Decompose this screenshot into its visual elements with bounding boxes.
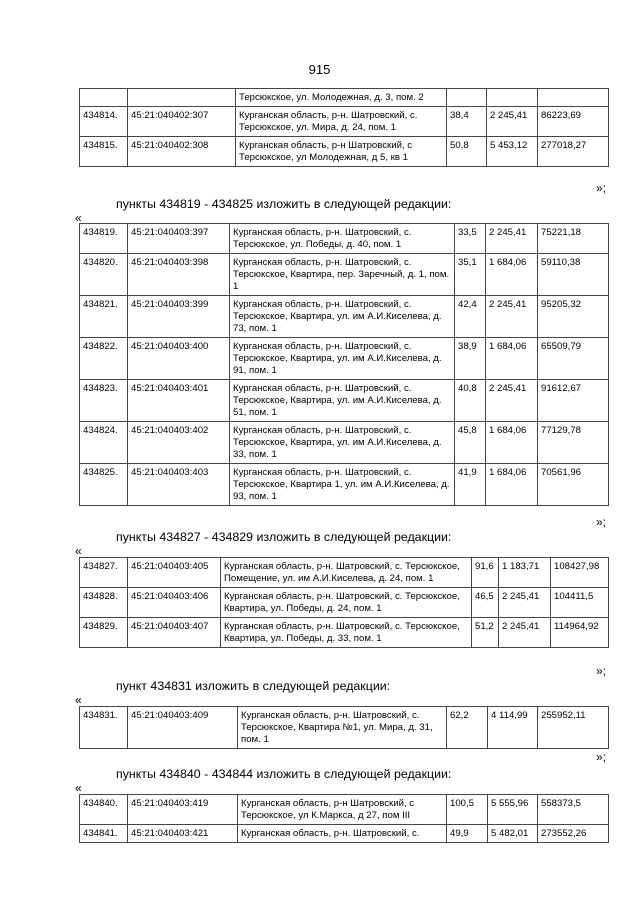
address-cell: Курганская область, р-н. Шатровский, с. Терсюкское, Квартира 1, ул. им А.И.Киселева, д. 93, пом. 1: [230, 464, 455, 506]
cadastral-number-cell: 45:21:040403:406: [128, 588, 221, 618]
cadastral-number-cell: 45:21:040403:409: [128, 707, 238, 749]
address-cell: Курганская область, р-н. Шатровский, с. Терсюкское, Квартира, ул. им А.И.Киселева, д. 33, пом. 1: [230, 422, 455, 464]
unit-price-cell: 1 183,71: [499, 558, 551, 588]
table-row: [80, 588, 609, 618]
cadastral-value-cell: 91612,67: [538, 380, 609, 422]
area-cell: 38,9: [455, 338, 486, 380]
address-cell: Курганская область, р-н. Шатровский, с. Терсюкское, Квартира, пер. Заречный, д. 1, пом. 1: [230, 254, 455, 296]
cadastral-value-cell: 75221,18: [538, 224, 609, 254]
address-cell: Курганская область, р-н. Шатровский, с.: [238, 825, 447, 843]
unit-price-cell: 2 245,41: [486, 380, 538, 422]
table-row: [80, 464, 609, 506]
registry-table: [79, 223, 609, 506]
section-heading: пункт 434831 изложить в следующей редакции:: [116, 679, 391, 693]
unit-price-cell: 2 245,41: [486, 224, 538, 254]
table-body: [80, 707, 609, 749]
table-row: [80, 707, 609, 749]
cadastral-number-cell: 45:21:040403:402: [128, 422, 230, 464]
area-cell: 41,9: [455, 464, 486, 506]
registry-table: [79, 706, 609, 749]
unit-price-cell: [487, 89, 538, 107]
unit-price-cell: 4 114,99: [488, 707, 538, 749]
cadastral-number-cell: [128, 89, 236, 107]
cadastral-value-cell: 558373,5: [538, 795, 609, 825]
cadastral-value-cell: 70561,96: [538, 464, 609, 506]
table-row: [80, 825, 609, 843]
address-cell: Курганская область, р-н. Шатровский, с. Терсюкское, Квартира, ул. Победы, д. 33, пом. 1: [221, 618, 472, 648]
table-body: [80, 795, 609, 843]
row-number-cell: 434841.: [80, 825, 128, 843]
cadastral-number-cell: 45:21:040403:400: [128, 338, 230, 380]
cadastral-number-cell: 45:21:040403:399: [128, 296, 230, 338]
cadastral-number-cell: 45:21:040402:307: [128, 107, 236, 137]
cadastral-value-cell: 255952,11: [538, 707, 609, 749]
row-number-cell: 434827.: [80, 558, 128, 588]
row-number-cell: 434819.: [80, 224, 128, 254]
cadastral-value-cell: 114964,92: [551, 618, 609, 648]
address-cell: Курганская область, р-н. Шатровский, с. Терсюкское, Помещение, ул. им А.И.Киселева, д. 24, пом. 1: [221, 558, 472, 588]
unit-price-cell: 1 684,06: [486, 464, 538, 506]
address-cell: Курганская область, р-н Шатровский, с Терсюкское, ул К.Маркса, д 27, пом III: [238, 795, 447, 825]
section-heading: пункты 434819 - 434825 изложить в следующей редакции:: [116, 197, 452, 211]
address-cell: Терсюкское, ул. Молодежная, д. 3, пом. 2: [236, 89, 447, 107]
unit-price-cell: 1 684,06: [486, 338, 538, 380]
opening-quote: «: [75, 211, 82, 225]
row-number-cell: 434825.: [80, 464, 128, 506]
area-cell: 46,5: [472, 588, 499, 618]
row-number-cell: 434822.: [80, 338, 128, 380]
address-cell: Курганская область, р-н. Шатровский, с. Терсюкское, Квартира, ул. Победы, д. 24, пом. 1: [221, 588, 472, 618]
cadastral-value-cell: 273552,26: [538, 825, 609, 843]
cadastral-number-cell: 45:21:040403:398: [128, 254, 230, 296]
row-number-cell: 434829.: [80, 618, 128, 648]
closing-quote: »;: [596, 515, 607, 529]
row-number-cell: 434831.: [80, 707, 128, 749]
cadastral-value-cell: 77129,78: [538, 422, 609, 464]
unit-price-cell: 2 245,41: [486, 296, 538, 338]
address-cell: Курганская область, р-н. Шатровский, с. Терсюкское, ул. Мира, д. 24, пом. 1: [236, 107, 447, 137]
registry-table: [79, 557, 609, 648]
table-row: [80, 795, 609, 825]
row-number-cell: [80, 89, 128, 107]
table-row: [80, 380, 609, 422]
table-body: [80, 224, 609, 506]
cadastral-value-cell: 104411,5: [551, 588, 609, 618]
area-cell: 42,4: [455, 296, 486, 338]
unit-price-cell: 1 684,06: [486, 254, 538, 296]
cadastral-number-cell: 45:21:040403:421: [128, 825, 238, 843]
page-number: 915: [308, 62, 331, 77]
address-cell: Курганская область, р-н. Шатровский, с. Терсюкское, ул. Победы, д. 40, пом. 1: [230, 224, 455, 254]
unit-price-cell: 5 453,12: [487, 137, 538, 167]
registry-table: [79, 794, 609, 843]
row-number-cell: 434814.: [80, 107, 128, 137]
table-body: [80, 558, 609, 648]
cadastral-number-cell: 45:21:040402:308: [128, 137, 236, 167]
area-cell: 45,8: [455, 422, 486, 464]
table-body: [80, 89, 609, 167]
address-cell: Курганская область, р-н Шатровский, с Терсюкское, ул Молодежная, д 5, кв 1: [236, 137, 447, 167]
unit-price-cell: 1 684,06: [486, 422, 538, 464]
closing-quote: »;: [596, 181, 607, 195]
unit-price-cell: 2 245,41: [499, 588, 551, 618]
row-number-cell: 434828.: [80, 588, 128, 618]
area-cell: 35,1: [455, 254, 486, 296]
row-number-cell: 434823.: [80, 380, 128, 422]
address-cell: Курганская область, р-н. Шатровский, с. Терсюкское, Квартира, ул. им А.И.Киселева, д. 51, пом. 1: [230, 380, 455, 422]
table-row: [80, 137, 609, 167]
unit-price-cell: 2 245,41: [499, 618, 551, 648]
row-number-cell: 434815.: [80, 137, 128, 167]
closing-quote: »;: [596, 750, 607, 764]
cadastral-number-cell: 45:21:040403:403: [128, 464, 230, 506]
registry-table: [79, 88, 609, 167]
cadastral-number-cell: 45:21:040403:419: [128, 795, 238, 825]
address-cell: Курганская область, р-н. Шатровский, с. Терсюкское, Квартира №1, ул. Мира, д. 31, пом. 1: [238, 707, 447, 749]
table-row: [80, 224, 609, 254]
cadastral-value-cell: 59110,38: [538, 254, 609, 296]
cadastral-number-cell: 45:21:040403:401: [128, 380, 230, 422]
row-number-cell: 434840.: [80, 795, 128, 825]
opening-quote: «: [75, 544, 82, 558]
area-cell: 62,2: [447, 707, 488, 749]
cadastral-number-cell: 45:21:040403:407: [128, 618, 221, 648]
closing-quote: »;: [596, 664, 607, 678]
table-row: [80, 254, 609, 296]
area-cell: 91,6: [472, 558, 499, 588]
area-cell: 51,2: [472, 618, 499, 648]
opening-quote: «: [75, 693, 82, 707]
row-number-cell: 434820.: [80, 254, 128, 296]
address-cell: Курганская область, р-н. Шатровский, с. Терсюкское, Квартира, ул. им А.И.Киселева, д. 91, пом. 1: [230, 338, 455, 380]
cadastral-value-cell: [538, 89, 609, 107]
unit-price-cell: 5 482,01: [488, 825, 538, 843]
unit-price-cell: 2 245,41: [487, 107, 538, 137]
cadastral-value-cell: 277018,27: [538, 137, 609, 167]
opening-quote: «: [75, 781, 82, 795]
cadastral-value-cell: 108427,98: [551, 558, 609, 588]
cadastral-value-cell: 86223,69: [538, 107, 609, 137]
area-cell: 49,9: [447, 825, 488, 843]
row-number-cell: 434824.: [80, 422, 128, 464]
section-heading: пункты 434827 - 434829 изложить в следующей редакции:: [116, 530, 452, 544]
cadastral-value-cell: 65509,79: [538, 338, 609, 380]
table-row: [80, 107, 609, 137]
area-cell: 100,5: [447, 795, 488, 825]
row-number-cell: 434821.: [80, 296, 128, 338]
table-row: [80, 422, 609, 464]
area-cell: 33,5: [455, 224, 486, 254]
table-row: [80, 338, 609, 380]
cadastral-value-cell: 95205,32: [538, 296, 609, 338]
area-cell: 38,4: [447, 107, 487, 137]
table-row: [80, 618, 609, 648]
table-row: [80, 89, 609, 107]
section-heading: пункты 434840 - 434844 изложить в следующей редакции:: [116, 767, 452, 781]
table-row: [80, 558, 609, 588]
address-cell: Курганская область, р-н. Шатровский, с. Терсюкское, Квартира, ул. им А.И.Киселева, д. 73, пом. 1: [230, 296, 455, 338]
area-cell: 50,8: [447, 137, 487, 167]
table-row: [80, 296, 609, 338]
area-cell: 40,8: [455, 380, 486, 422]
area-cell: [447, 89, 487, 107]
unit-price-cell: 5 555,96: [488, 795, 538, 825]
cadastral-number-cell: 45:21:040403:405: [128, 558, 221, 588]
cadastral-number-cell: 45:21:040403:397: [128, 224, 230, 254]
